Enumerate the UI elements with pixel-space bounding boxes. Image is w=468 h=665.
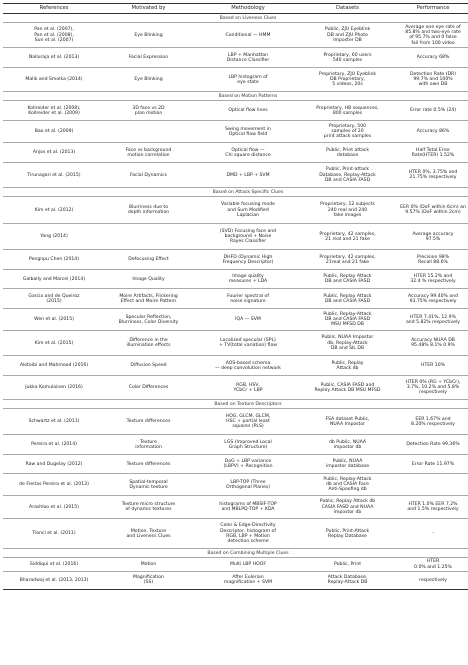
cell-motivated-by: Color Differences	[105, 376, 192, 400]
cell-reference: Bharadwaj et al. (2013, 2013)	[3, 571, 105, 589]
cell-methodology: DHFD (Dynamic High Frequency Descriptor)	[192, 250, 304, 270]
cell-reference: Galbally and Marcel (2014)	[3, 270, 105, 289]
cell-motivated-by: Moire Artifacts, Flickering Effect and Moire Pattern	[105, 289, 192, 309]
table-row	[3, 68, 468, 92]
cell-performance: Error Rate 11.97%	[391, 455, 468, 474]
cell-motivated-by: Spatial-temporal Dynamic texture	[105, 474, 192, 496]
cell-methodology: histograms of MBSIF-TOP and MBLPQ-TOP + KDA	[192, 496, 304, 519]
table-row	[3, 121, 468, 143]
cell-performance: Detection Rate (DR) 99.7% and 100% with own DB	[391, 68, 468, 92]
cell-methodology: IQA — SVM	[192, 309, 304, 331]
cell-performance: Accuracy 86%	[391, 121, 468, 143]
cell-performance: HTER 7.41%, 12.9% and 5.82% respectively	[391, 309, 468, 331]
cell-methodology: (SVD) Focusing face and background + Noise Rayes Classifier	[192, 224, 304, 250]
cell-performance: HTER 0.0% and 1.25%	[391, 558, 468, 572]
cell-reference: Jukka Komulainen (2016)	[3, 376, 105, 400]
section-spacer	[3, 400, 105, 409]
cell-motivated-by	[105, 224, 192, 250]
cell-methodology: LGS (Improved Local Graph Structure)	[192, 435, 304, 455]
cell-motivated-by: Difference in the illumination effects	[105, 331, 192, 356]
section-spacer	[391, 549, 468, 558]
cell-datasets: Attack Database, Replay-Attack DB	[304, 571, 391, 589]
table-row	[3, 356, 468, 376]
section-label: Based on Combining Multiple Clues	[105, 549, 391, 558]
cell-reference: Malik and Smolka (2014)	[3, 68, 105, 92]
cell-methodology: Swing movement in Optical flow field	[192, 121, 304, 143]
cell-reference: Nalluraja et al. (2013)	[3, 48, 105, 68]
cell-motivated-by: Facial Dynamics	[105, 163, 192, 188]
table-row	[3, 23, 468, 48]
section-spacer	[3, 549, 105, 558]
section-spacer	[3, 14, 105, 23]
cell-datasets: Proprietary, HB sequences, 800 samples	[304, 101, 391, 121]
cell-performance: Accuracy 99.40% and 93.75% respectively	[391, 289, 468, 309]
cell-motivated-by: Eye Blinking	[105, 68, 192, 92]
header-motivated-by: Motivated by	[105, 4, 192, 14]
cell-motivated-by: Texture differences	[105, 455, 192, 474]
cell-motivated-by: Motion, Texture and Liveness Clues	[105, 519, 192, 549]
section-label: Based on Attack Specific Clues	[105, 188, 391, 197]
section-row	[3, 549, 468, 558]
table-row	[3, 455, 468, 474]
table-row	[3, 224, 468, 250]
table-row	[3, 101, 468, 121]
cell-reference: Pengnpu Chen (2014)	[3, 250, 105, 270]
cell-methodology: AOS-based schema — deep convolution network	[192, 356, 304, 376]
cell-performance: EER 1.67% and 8.20% respectively	[391, 409, 468, 435]
cell-datasets: Proprietary, 60 users 540 samples	[304, 48, 391, 68]
cell-performance: Average one eye rate of 85.8% and two-eye rate of 95.7% and 0 false fail from 100 video	[391, 23, 468, 48]
cell-datasets: Proprietary, 12 subjects 240 real and 240 fake images	[304, 197, 391, 224]
cell-motivated-by	[105, 121, 192, 143]
cell-methodology: LBP histogram of eye state	[192, 68, 304, 92]
cell-datasets: Public, Replay Attack DB and CASIA FASD	[304, 289, 391, 309]
cell-motivated-by: Eye Blinking	[105, 23, 192, 48]
cell-datasets: Proprietary, 42 samples, 21 real and 21 fake	[304, 224, 391, 250]
cell-performance: HTER 15.2% and 32.4 % respectively	[391, 270, 468, 289]
header-methodology: Methodology	[192, 4, 304, 14]
table-row	[3, 143, 468, 163]
cell-datasets: Public, Replay Attack db CASIA FASD and NUAA impostor db	[304, 496, 391, 519]
cell-datasets: Proprietary, 500 samples of 20 print attack samples	[304, 121, 391, 143]
cell-performance: Half Total Error Rate(HTER) 1.52%	[391, 143, 468, 163]
cell-datasets: db Public, NUAA impostor db	[304, 435, 391, 455]
cell-methodology: Image quality measures + LDA	[192, 270, 304, 289]
cell-methodology: Multi LBP HOOF	[192, 558, 304, 572]
table-row	[3, 558, 468, 572]
cell-reference: Anjos et al. (2013)	[3, 143, 105, 163]
cell-methodology: LBP + Manhattan Distance Classifier	[192, 48, 304, 68]
cell-datasets: Public, NUAA Impostor db, Replay-Attack DB and SIL DB	[304, 331, 391, 356]
table-row	[3, 197, 468, 224]
cell-motivated-by: Texture information	[105, 435, 192, 455]
cell-methodology: Optical flow — Chi square distance	[192, 143, 304, 163]
cell-methodology: RGB, HSV, YCbCr + LBP	[192, 376, 304, 400]
comparison-table	[3, 3, 468, 590]
header-row	[3, 4, 468, 14]
table-row	[3, 409, 468, 435]
section-spacer	[391, 400, 468, 409]
cell-performance: Precision 98% Recall 88.6%	[391, 250, 468, 270]
table-row	[3, 571, 468, 589]
survey-table	[3, 3, 465, 590]
cell-datasets: Proprietary, 42 samples, 21real and 21 fake	[304, 250, 391, 270]
cell-datasets: Public, Replay-Attack DB and CASIA FASD MSU MFSD DB	[304, 309, 391, 331]
table-row	[3, 474, 468, 496]
cell-reference: Pereira et al. (2014)	[3, 435, 105, 455]
cell-methodology: Conditional — HMM	[192, 23, 304, 48]
cell-reference: Kim et al. (2012)	[3, 197, 105, 224]
cell-datasets: FSA dataset Public, NUAA Impostor	[304, 409, 391, 435]
cell-performance: HTER 1.0% EER 7.2% and 1.5% respectively	[391, 496, 468, 519]
cell-datasets: Public, Replay Attack DB and CASIA FASD	[304, 270, 391, 289]
cell-datasets: Public, Print-Attack Replay Database	[304, 519, 391, 549]
cell-methodology: HOG, GLCM, GLCM, HSC + partial least squares (PLS)	[192, 409, 304, 435]
cell-performance: Accuracy 68%	[391, 48, 468, 68]
cell-reference: Schwartz et al. (2011)	[3, 409, 105, 435]
cell-reference: Kim et al. (2015)	[3, 331, 105, 356]
cell-reference: Arashloo et al. (2015)	[3, 496, 105, 519]
cell-performance: Accuracy NUAA DB 95.48% 8.1% 0.9%	[391, 331, 468, 356]
section-label: Based on Liveness Clues	[105, 14, 391, 23]
section-spacer	[391, 92, 468, 101]
cell-methodology: LBP-TOP (Three Orthogonal Planes)	[192, 474, 304, 496]
section-row	[3, 14, 468, 23]
cell-reference: Kollreider et al. (2008), Kollreider et al. (2009)	[3, 101, 105, 121]
cell-reference: Wen et al. (2015)	[3, 309, 105, 331]
cell-methodology: DoG + LBP variance (LBPV) + Recognition	[192, 455, 304, 474]
section-row	[3, 400, 468, 409]
header-performance: Performance	[391, 4, 468, 14]
cell-reference: Garcia and de Queiroz (2015)	[3, 289, 105, 309]
table-row	[3, 331, 468, 356]
cell-motivated-by: Blurriness due to depth information	[105, 197, 192, 224]
cell-reference: Tirunagari et al. (2015)	[3, 163, 105, 188]
cell-motivated-by: Diffusion Speed	[105, 356, 192, 376]
cell-motivated-by: Magnification (SS)	[105, 571, 192, 589]
cell-performance: Average accuracy 97.5%	[391, 224, 468, 250]
cell-motivated-by: Texture micro structure of dynamic textures	[105, 496, 192, 519]
cell-performance: respectively	[391, 571, 468, 589]
header-references: References	[3, 4, 105, 14]
cell-reference: de Freitas Pereira et al. (2013)	[3, 474, 105, 496]
header-datasets: Datasets	[304, 4, 391, 14]
cell-methodology: Optical flow lines	[192, 101, 304, 121]
cell-motivated-by: Image Quality	[105, 270, 192, 289]
cell-reference: Pan et al. (2007), Pan et al. (2008), Sun et al. (2007)	[3, 23, 105, 48]
section-spacer	[391, 14, 468, 23]
cell-motivated-by: Specular Reflection, Blurriness, Color Diversity	[105, 309, 192, 331]
section-spacer	[3, 188, 105, 197]
cell-datasets: Public, ZJU Eyeblink DB and ZJU Photo Imposter DB	[304, 23, 391, 48]
cell-reference: Raw and Dugelay (2012)	[3, 455, 105, 474]
section-row	[3, 92, 468, 101]
table-row	[3, 309, 468, 331]
cell-methodology: Color & Edge-Directivity Descriptor, histogram of RGB, LBP + Motion detection scheme	[192, 519, 304, 549]
table-row	[3, 496, 468, 519]
cell-reference: Bao et al. (2009)	[3, 121, 105, 143]
table-row	[3, 435, 468, 455]
cell-datasets: Public, NUAA impostor database	[304, 455, 391, 474]
cell-performance: HTER 0%, 3.75% and 21.75% respectively	[391, 163, 468, 188]
cell-datasets: Public, Print attack database	[304, 143, 391, 163]
cell-methodology: Localized specular (SPL) + TV(total variation) flow	[192, 331, 304, 356]
table-row	[3, 376, 468, 400]
cell-datasets: Public, Replay Attack db	[304, 356, 391, 376]
section-label: Based on Texture Descriptors	[105, 400, 391, 409]
cell-reference: Siddiqui et al. (2016)	[3, 558, 105, 572]
cell-reference: Yang (2014)	[3, 224, 105, 250]
cell-datasets: Public, Print	[304, 558, 391, 572]
cell-datasets: Public, Print-attack Database, Replay-Attack DB and CASIA FASD	[304, 163, 391, 188]
cell-methodology: After Eulerian magnification + SVM	[192, 571, 304, 589]
cell-performance: Detection Rate 99.36%	[391, 435, 468, 455]
section-spacer	[3, 92, 105, 101]
cell-performance: EER 0% (DoF within 6cm) an 9.57% (DoF within 2cm)	[391, 197, 468, 224]
table-row	[3, 289, 468, 309]
cell-performance: -	[391, 519, 468, 549]
section-row	[3, 188, 468, 197]
section-label: Based on Motion Patterns	[105, 92, 391, 101]
table-row	[3, 270, 468, 289]
cell-methodology: DMD + LBP + SVM	[192, 163, 304, 188]
section-spacer	[391, 188, 468, 197]
cell-performance: HTER 0% (RG + YCbCr), 3.7%, 10.2% and 5.8% respectively	[391, 376, 468, 400]
table-row	[3, 250, 468, 270]
cell-reference: Tronci et al. (2011)	[3, 519, 105, 549]
cell-reference: Alotaibi and Mahmood (2016)	[3, 356, 105, 376]
table-row	[3, 163, 468, 188]
cell-motivated-by: Motion	[105, 558, 192, 572]
cell-motivated-by: Defocusing Effect	[105, 250, 192, 270]
cell-performance	[391, 474, 468, 496]
table-row	[3, 519, 468, 549]
cell-motivated-by: Facial Expression	[105, 48, 192, 68]
cell-performance: Error rate 0.5% (24)	[391, 101, 468, 121]
cell-methodology: Fourier spectral of noise signature	[192, 289, 304, 309]
cell-motivated-by: Texture differences	[105, 409, 192, 435]
cell-motivated-by: Face vs background motion correlation	[105, 143, 192, 163]
table-body	[3, 14, 468, 590]
cell-motivated-by: 3D face vs 2D plan motion	[105, 101, 192, 121]
cell-performance: HTER 10%	[391, 356, 468, 376]
cell-methodology: Variable focusing mode and Sum Modified Laplacian	[192, 197, 304, 224]
cell-datasets: Proprietary, ZJU Eyeblink DB Proprietary, 5 videos, 20s	[304, 68, 391, 92]
cell-datasets: Public, Replay-Attack db and CASIA Face Anti-Spoofing db	[304, 474, 391, 496]
cell-datasets: Public, CASIA FASD and Replay Attack DB MSU MFSD	[304, 376, 391, 400]
table-row	[3, 48, 468, 68]
